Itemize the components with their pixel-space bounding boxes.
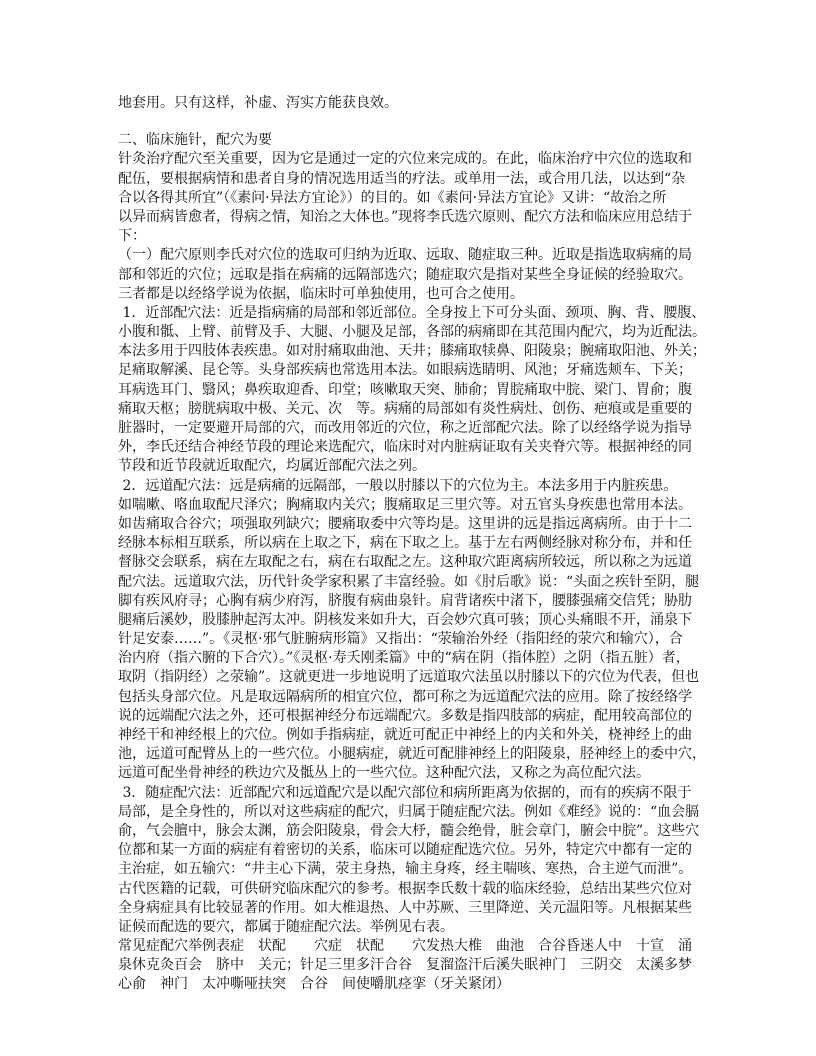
text-line: 节段和近节段就近取配穴，均属近部配穴法之列。 (118, 458, 426, 475)
intro-line: 地套用。只有这样，补虚、泻实方能获良效。 (118, 95, 398, 111)
text-line: 脏器时，一定要避开局部的穴，而改用邻近的穴位，称之近部配穴法。除了以经络学说为指导 (118, 420, 692, 436)
paragraph-gap (118, 113, 700, 131)
text-line: 心俞 神门 太冲嘶哑扶突 合谷 间使嚼肌痉挛（牙关紧闭） (118, 976, 510, 993)
document-page (118, 94, 706, 995)
text-line: 2．远道配穴法：远是病痛的远隔部，一般以肘膝以下的穴位为主。本法多用于内脏疾患。 (118, 477, 678, 494)
text-line: 全身病症具有比较显著的作用。如大椎退热、人中苏厥、三里降逆、关元温阳等。凡根据某些 (118, 899, 692, 916)
text-line: 局部，是全身性的，所以对这些病症的配穴，归属于随症配穴法。例如《难经》说的：“血会膈 (118, 803, 700, 820)
text-line: 外，李氏还结合神经节段的理论来选配穴，临床时对内脏病证取有关夹脊穴等。根据神经的同 (118, 439, 692, 456)
text-line: 合以各得其所宜”（《素问·异法方宜论》）的目的。如《素问·异法方宜论》又讲：“故治之所 (118, 189, 667, 206)
text-line: 如齿痛取合谷穴；项强取列缺穴；腰痛取委中穴等均是。这里讲的远是指远离病所。由于十二 (118, 515, 692, 532)
text-line: 说的远端配穴法之外，还可根据神经分布远端配穴。多数是指四肢部的病症，配用较高部位的 (118, 707, 692, 724)
text-line: 3．随症配穴法：近部配穴和远道配穴是以配穴部位和病所距离为依据的，而有的疾病不限于 (118, 784, 692, 801)
text-line: 位都和某一方面的病症有着密切的关系，临床可以随症配选穴位。另外，特定穴中都有一定的 (118, 842, 692, 859)
text-line: 古代医籍的记载，可供研究临床配穴的参考。根据李氏数十载的临床经验，总结出某些穴位对 (118, 880, 692, 897)
text-line: 本法多用于四肢体表疾患。如对肘痛取曲池、天井；膝痛取犊鼻、阳陵泉；腕痛取阳池、外关； (118, 343, 706, 360)
text-line: 池，远道可配臂丛上的一些穴位。小腿病症，就近可配腓神经上的阳陵泉，胫神经上的委中穴， (118, 746, 706, 763)
text-line: 部和邻近的穴位；远取是指在病痛的远隔部选穴；随症取穴是指对某些全身证候的经验取穴。 (118, 266, 692, 283)
text-line: 证候而配选的要穴，都属于随症配穴法。举例见右表。 (118, 918, 454, 935)
text-line: 经脉本标相互联系，所以病在上取之下，病在下取之上。基于左右两侧经脉对称分布，并和任 (118, 535, 692, 552)
text-line: 腿痛后溪妙，股膝肿起泻太冲。阴核发来如升大，百会妙穴真可骇；顶心头痛眼不开，涌泉下 (118, 611, 692, 628)
text-line: 俞，气会膻中，脉会太渊，筋会阳陵泉，骨会大杼，髓会绝骨，脏会章门，腑会中脘”。这些穴 (118, 822, 700, 839)
text-line: 神经干和神经根上的穴位。例如手指病症，就近可配正中神经上的内关和外关，桡神经上的曲 (118, 727, 692, 743)
text-line: 1．近部配穴法：近是指病痛的局部和邻近部位。全身按上下可分头面、颈项、胸、背、腰腹、 (118, 304, 706, 321)
text-line: 取阴（指阴经）之荥输”。这就更进一步地说明了远道取穴法虽以肘膝以下的穴位为代表，但也 (118, 669, 700, 686)
text-line: 治内府（指六腑的下合穴）。”《灵枢·寿夭刚柔篇》中的“病在阴（指体腔）之阴（指五脏）者， (118, 650, 690, 667)
text-line: 督脉交会联系，病在左取配之右，病在右取配之左。这种取穴距离病所较远，所以称之为远道 (118, 554, 692, 571)
text-line: 下： (118, 228, 146, 245)
text-line: （一）配穴原则李氏对穴位的选取可归纳为近取、远取、随症取三种。近取是指选取病痛的局 (118, 247, 692, 264)
text-line: 针灸治疗配穴至关重要，因为它是通过一定的穴位来完成的。在此，临床治疗中穴位的选取和 (118, 151, 692, 168)
text-line: 远道可配坐骨神经的秩边穴及骶丛上的一些穴位。这种配穴法，又称之为高位配穴法。 (118, 765, 650, 782)
text-line: 痛取天枢；膀胱病取中极、关元、次 等。病痛的局部如有炎性病灶、创伤、疤痕或是重要的 (118, 400, 692, 417)
text-line: 常见症配穴举例表症 状配 穴症 状配 穴发热大椎 曲池 合谷昏迷人中 十宣 涌 (118, 938, 692, 955)
text-line: 包括头身部穴位。凡是取远隔病所的相宜穴位，都可称之为远道配穴法的应用。除了按经络学 (118, 688, 692, 705)
text-line: 以异而病皆愈者，得病之情，知治之大体也。”现将李氏选穴原则、配穴方法和临床应用总结于 (118, 208, 693, 225)
text-line: 耳病选耳门、翳风；鼻疾取迎香、印堂；咳嗽取天突、肺俞；胃脘痛取中脘、梁门、胃俞；腹 (118, 381, 692, 398)
section-heading: 二、临床施针，配穴为要 (118, 132, 272, 149)
text-line: 脚有疾风府寻；心胸有病少府泻，脐腹有病曲泉针。肩背诸疾中渚下，腰膝强痛交信凭；胁肋 (118, 592, 692, 609)
text-line: 泉休克灸百会 脐中 关元；针足三里多汗合谷 复溜盗汗后溪失眠神门 三阴交 太溪多梦 (118, 957, 692, 974)
text-line: 小腹和骶、上臂、前臂及手、大腿、小腿及足部，各部的病痛即在其范围内配穴，均为近配法。 (118, 324, 706, 341)
text-line: 主治症，如五输穴：“井主心下满，荥主身热，输主身疼，经主喘咳、寒热，合主逆气而泄”。 (118, 861, 693, 878)
body-text (118, 150, 706, 994)
text-line: 足痛取解溪、昆仑等。头身部疾病也常选用本法。如眼病选睛明、风池；牙痛选颊车、下关； (118, 362, 692, 379)
text-line: 配穴法。远道取穴法，历代针灸学家积累了丰富经验。如《肘后歌》说：“头面之疾针至阴，腿 (118, 573, 700, 590)
text-line: 针足安泰……”。《灵枢·邪气脏腑病形篇》又指出：“荥输治外经（指阳经的荥穴和输穴），合 (118, 631, 683, 648)
text-line: 如喘嗽、咯血取配尺泽穴；胸痛取内关穴；腹痛取足三里穴等。对五官头身疾患也常用本法。 (118, 496, 692, 513)
text-line: 三者都是以经络学说为依据，临床时可单独使用，也可合之使用。 (118, 285, 524, 302)
text-line: 配伍，要根据病情和患者自身的情况选用适当的疗法。或单用一法，或合用几法，以达到“杂 (118, 170, 686, 187)
